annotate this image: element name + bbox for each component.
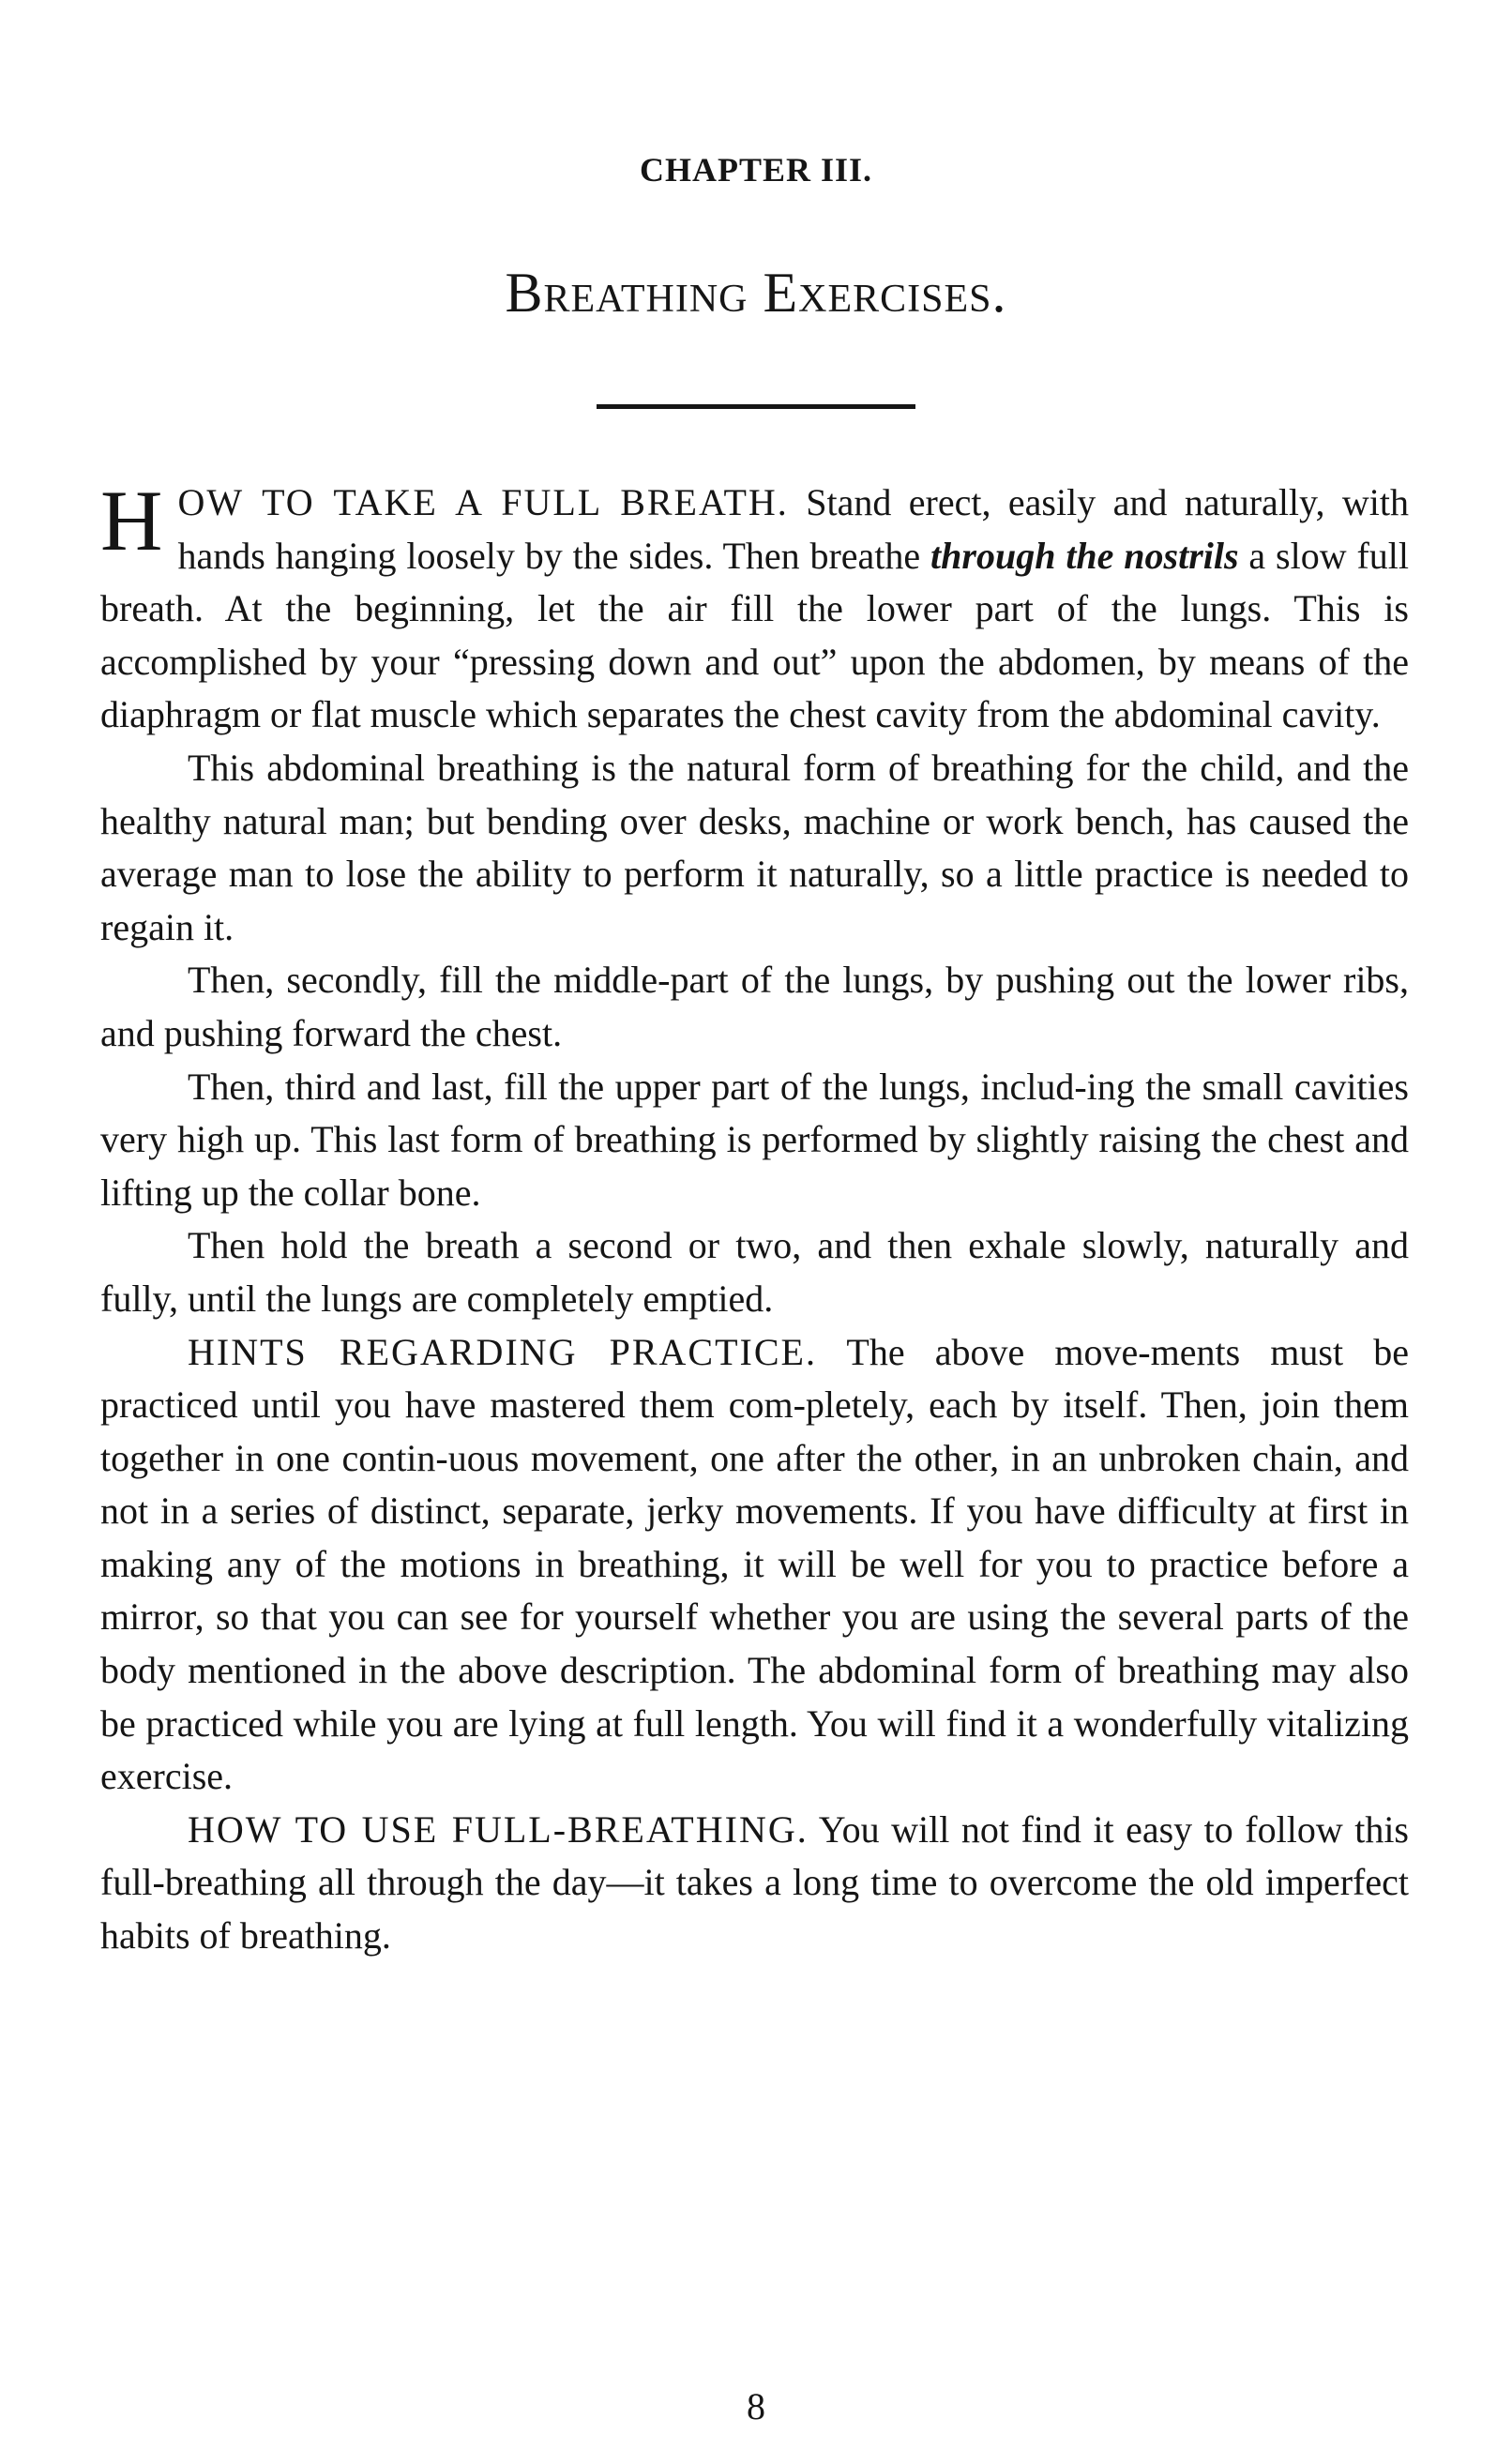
body-text <box>100 473 1410 1963</box>
paragraph-third: Then, third and last, fill the upper part of the lungs, includ-ing the small cavities very high up. This last form of breathing is performed by slightly raising the chest and lifting up the collar bone. <box>100 1065 1409 1214</box>
section-heading-hints: HINTS REGARDING PRACTICE. <box>188 1330 817 1373</box>
paragraph-text: a slow full breath. At the beginning, let the air fill the lower part of the lungs. This is accomplished by your “pressing down and out” upon the abdomen, by means of the diaphragm or flat muscle which separates the chest cavity from the abdominal cavity. <box>100 534 1410 736</box>
section-heading-full-breath: OW TO TAKE A FULL BREATH. <box>177 481 789 523</box>
section-heading-how-to-use: HOW TO USE FULL-BREATHING. <box>188 1807 809 1851</box>
paragraph-secondly: Then, secondly, fill the middle-part of the lungs, by pushing out the lower ribs, and pushing forward the chest. <box>100 959 1409 1054</box>
chapter-title: Breathing Exercises. <box>505 262 1007 324</box>
paragraph-how-to-use <box>100 1804 1409 1963</box>
paragraph-text: Stand erect, easily and naturally, with hands hanging loosely by the sides. Then breathe <box>177 481 1410 577</box>
page-number: 8 <box>747 2385 765 2427</box>
paragraph-abdominal: This abdominal breathing is the natural form of breathing for the child, and the healthy natural man; but bending over desks, machine or work bench, has caused the average man to lose the ability to perform it naturally, so a little practice is needed to regain it. <box>100 746 1409 948</box>
chapter-number: CHAPTER III. <box>639 151 873 189</box>
paragraph-full-breath <box>100 473 1410 742</box>
drop-cap: H <box>100 473 163 568</box>
emphasis-text: through the nostrils <box>930 534 1239 577</box>
paragraph-text: The above move-ments must be practiced until you have mastered them com-pletely, each by itself. Then, join them together in one contin-uous movement, one after the other, in an unbroken chain, and not in a series of distinct, separate, jerky movements. If you have difficulty at first in making any of the motions in breathing, it will be well for you to practice before a mirror, so that you can see for yourself whether you are using the several parts of the body mentioned in the above description. The abdominal form of breathing may also be practiced while you are lying at full length. You will find it a wonderfully vitalizing exercise. <box>100 1330 1409 1798</box>
paragraph-hold-breath: Then hold the breath a second or two, and then exhale slowly, naturally and fully, until the lungs are completely emptied. <box>100 1224 1409 1320</box>
paragraph-hints <box>100 1326 1409 1804</box>
paragraph-text: You will not find it easy to follow this full-breathing all through the day—it takes a long time to overcome the old imperfect habits of breathing. <box>100 1807 1409 1958</box>
title-divider <box>597 404 915 409</box>
